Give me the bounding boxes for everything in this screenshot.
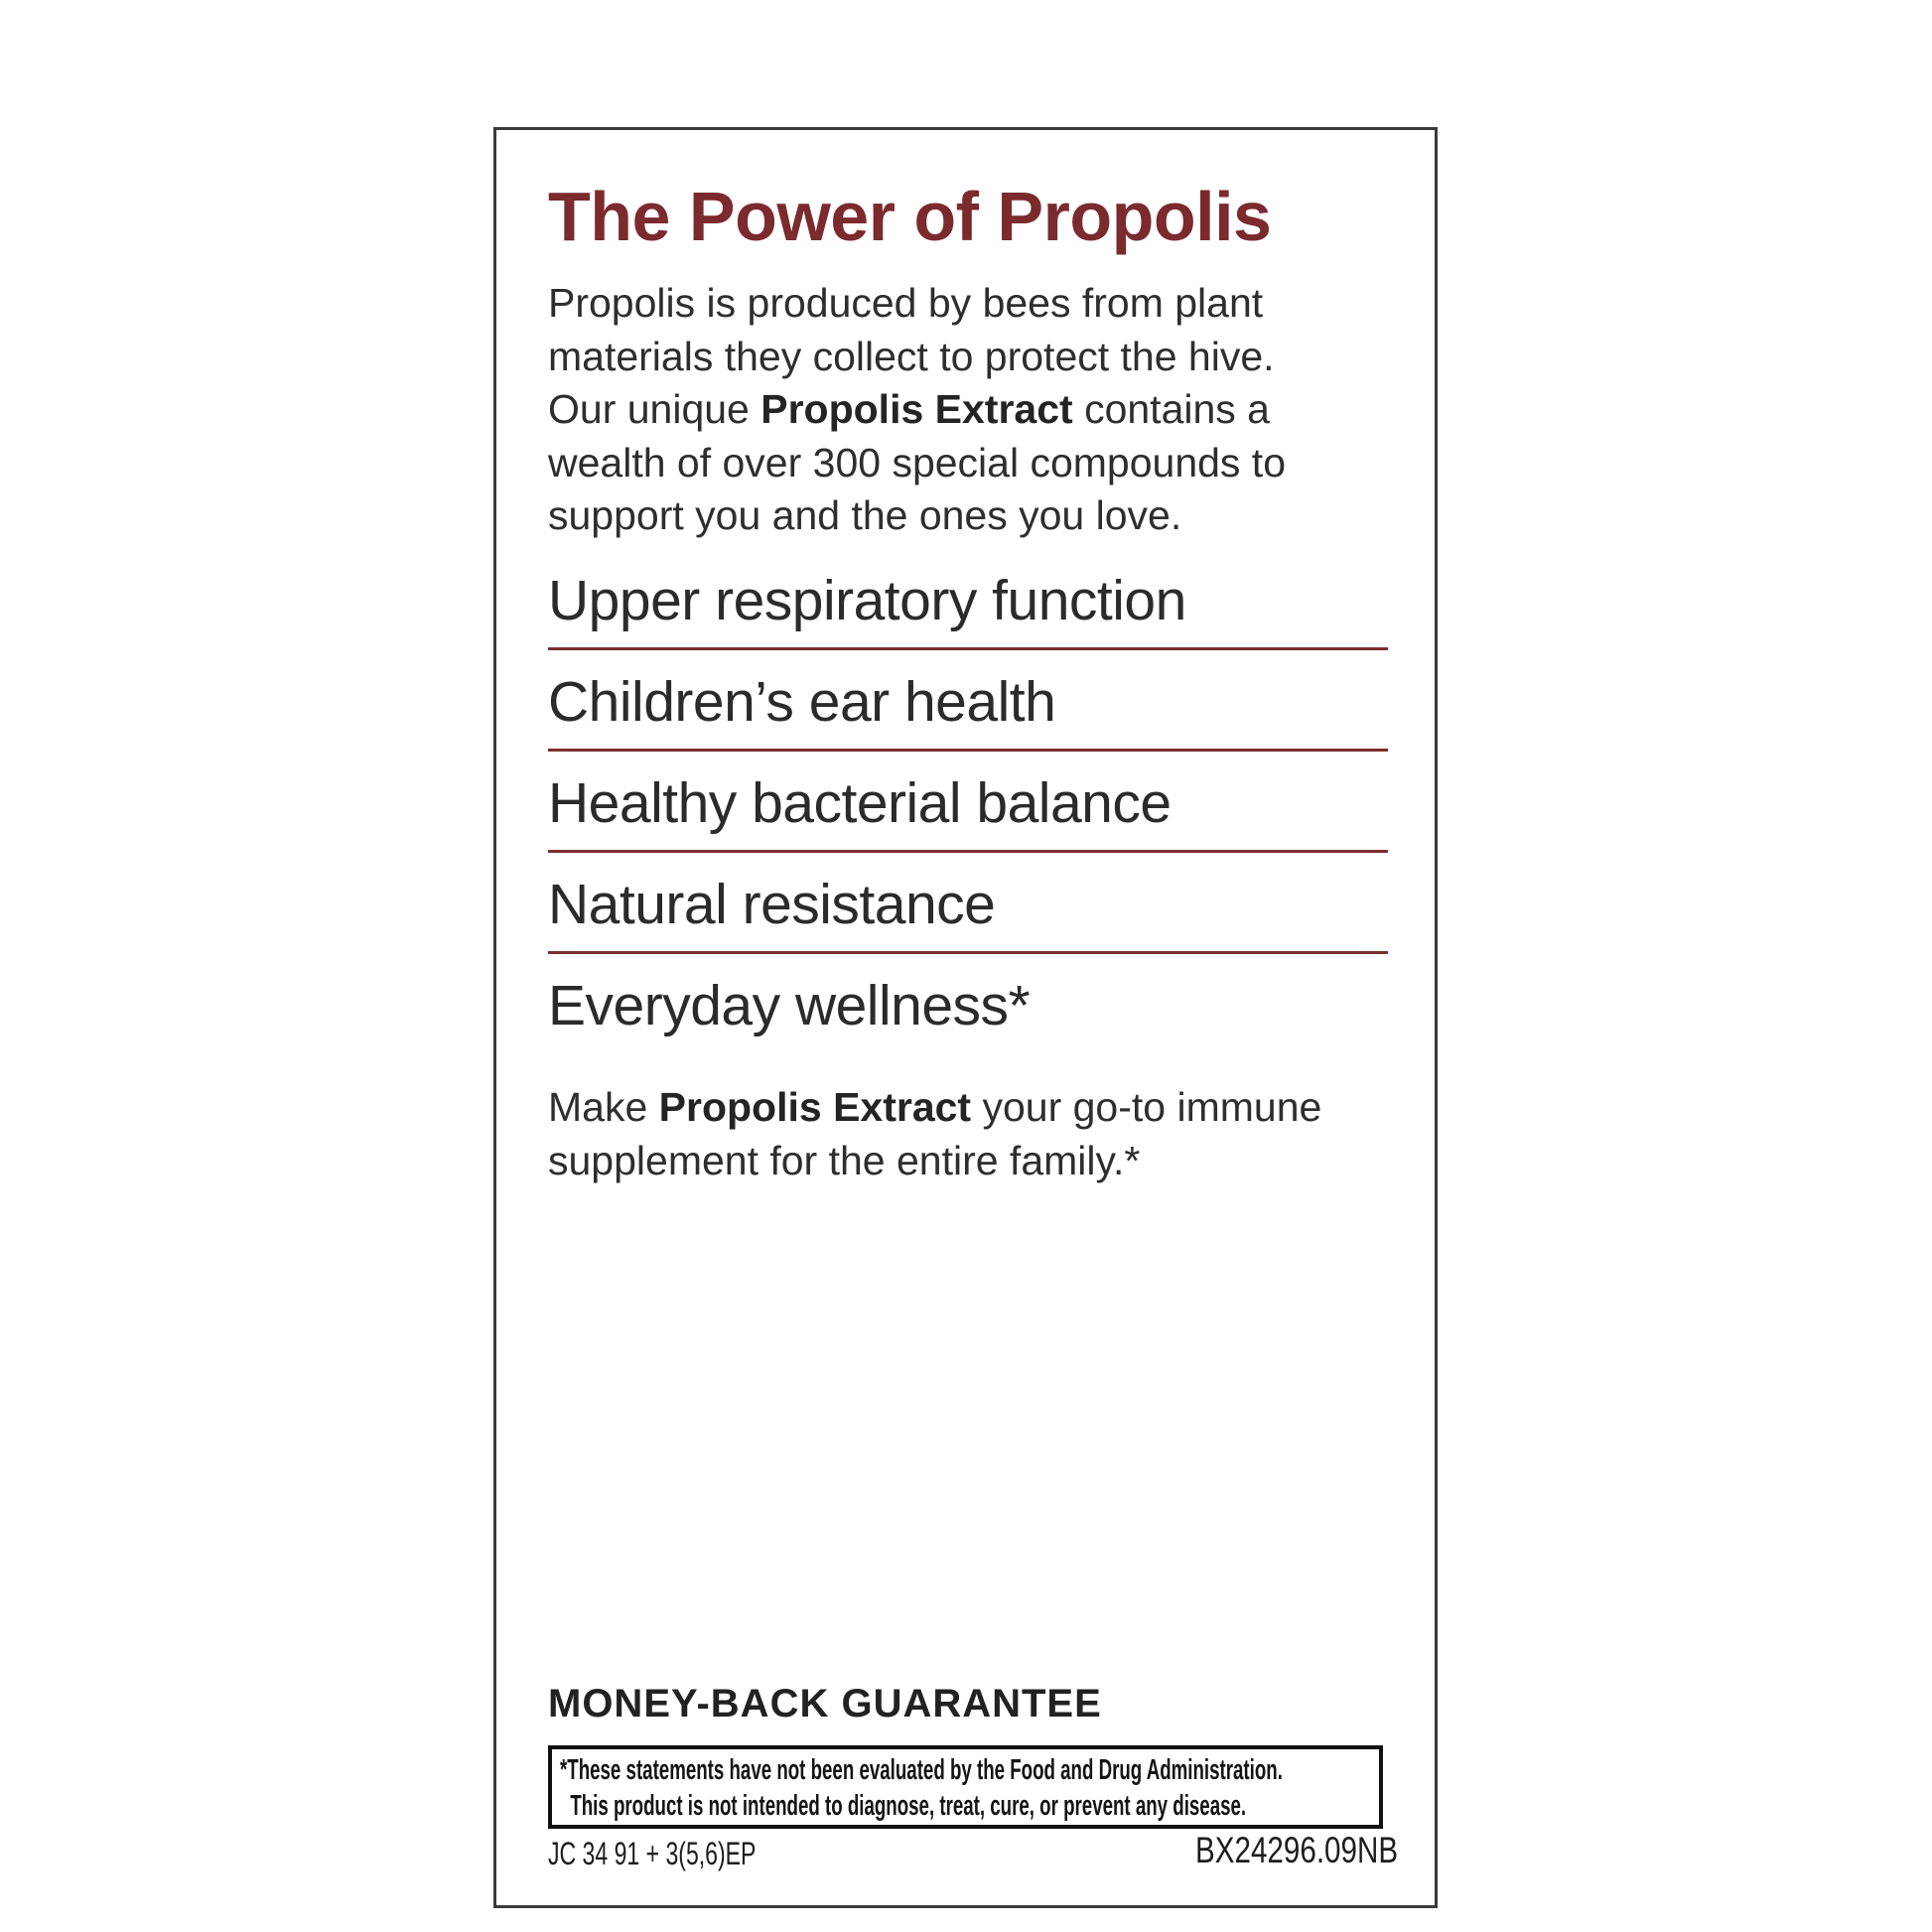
intro-line: wealth of over 300 special compounds to bbox=[548, 439, 1287, 485]
fda-disclaimer-line-1: *These statements have not been evaluated by the Food and Drug Administration. bbox=[560, 1754, 1283, 1786]
intro-line: Propolis is produced by bees from plant bbox=[548, 280, 1264, 326]
closing-paragraph bbox=[548, 1081, 1321, 1187]
benefit-label: Natural resistance bbox=[548, 873, 996, 936]
benefit-item bbox=[548, 872, 1388, 971]
benefit-divider bbox=[548, 951, 1388, 954]
benefit-label: Everyday wellness* bbox=[548, 974, 1031, 1037]
benefit-label: Healthy bacterial balance bbox=[548, 771, 1172, 835]
intro-line: materials they collect to protect the hive. bbox=[548, 333, 1275, 379]
product-name-bold: Propolis Extract bbox=[658, 1084, 972, 1130]
benefit-item bbox=[548, 973, 1388, 1072]
fda-disclaimer-line-2: This product is not intended to diagnose, treat, cure, or prevent any disease. bbox=[570, 1790, 1247, 1822]
benefit-item bbox=[548, 669, 1388, 768]
print-code-right: BX24296.09NB bbox=[1194, 1830, 1398, 1870]
fda-disclaimer-box bbox=[548, 1745, 1383, 1829]
benefit-label: Children’s ear health bbox=[548, 670, 1056, 734]
panel-title: The Power of Propolis bbox=[548, 178, 1272, 255]
benefit-divider bbox=[548, 749, 1388, 752]
intro-line: Our unique Propolis Extract contains a bbox=[548, 386, 1270, 432]
benefit-label: Upper respiratory function bbox=[548, 569, 1186, 632]
closing-line: Make Propolis Extract your go-to immune bbox=[548, 1084, 1322, 1130]
benefit-item bbox=[548, 568, 1388, 667]
intro-line: support you and the ones you love. bbox=[548, 492, 1182, 538]
benefit-divider bbox=[548, 647, 1388, 650]
product-info-panel bbox=[493, 127, 1438, 1908]
money-back-guarantee-heading: MONEY-BACK GUARANTEE bbox=[548, 1682, 1102, 1725]
product-name-bold: Propolis Extract bbox=[760, 386, 1073, 432]
benefit-divider bbox=[548, 850, 1388, 853]
benefit-item bbox=[548, 770, 1388, 870]
print-code-row bbox=[548, 1830, 1398, 1873]
closing-line: supplement for the entire family.* bbox=[548, 1137, 1141, 1183]
print-code-left: JC 34 91 + 3(5,6)EP bbox=[548, 1836, 757, 1871]
intro-paragraph bbox=[548, 277, 1286, 543]
